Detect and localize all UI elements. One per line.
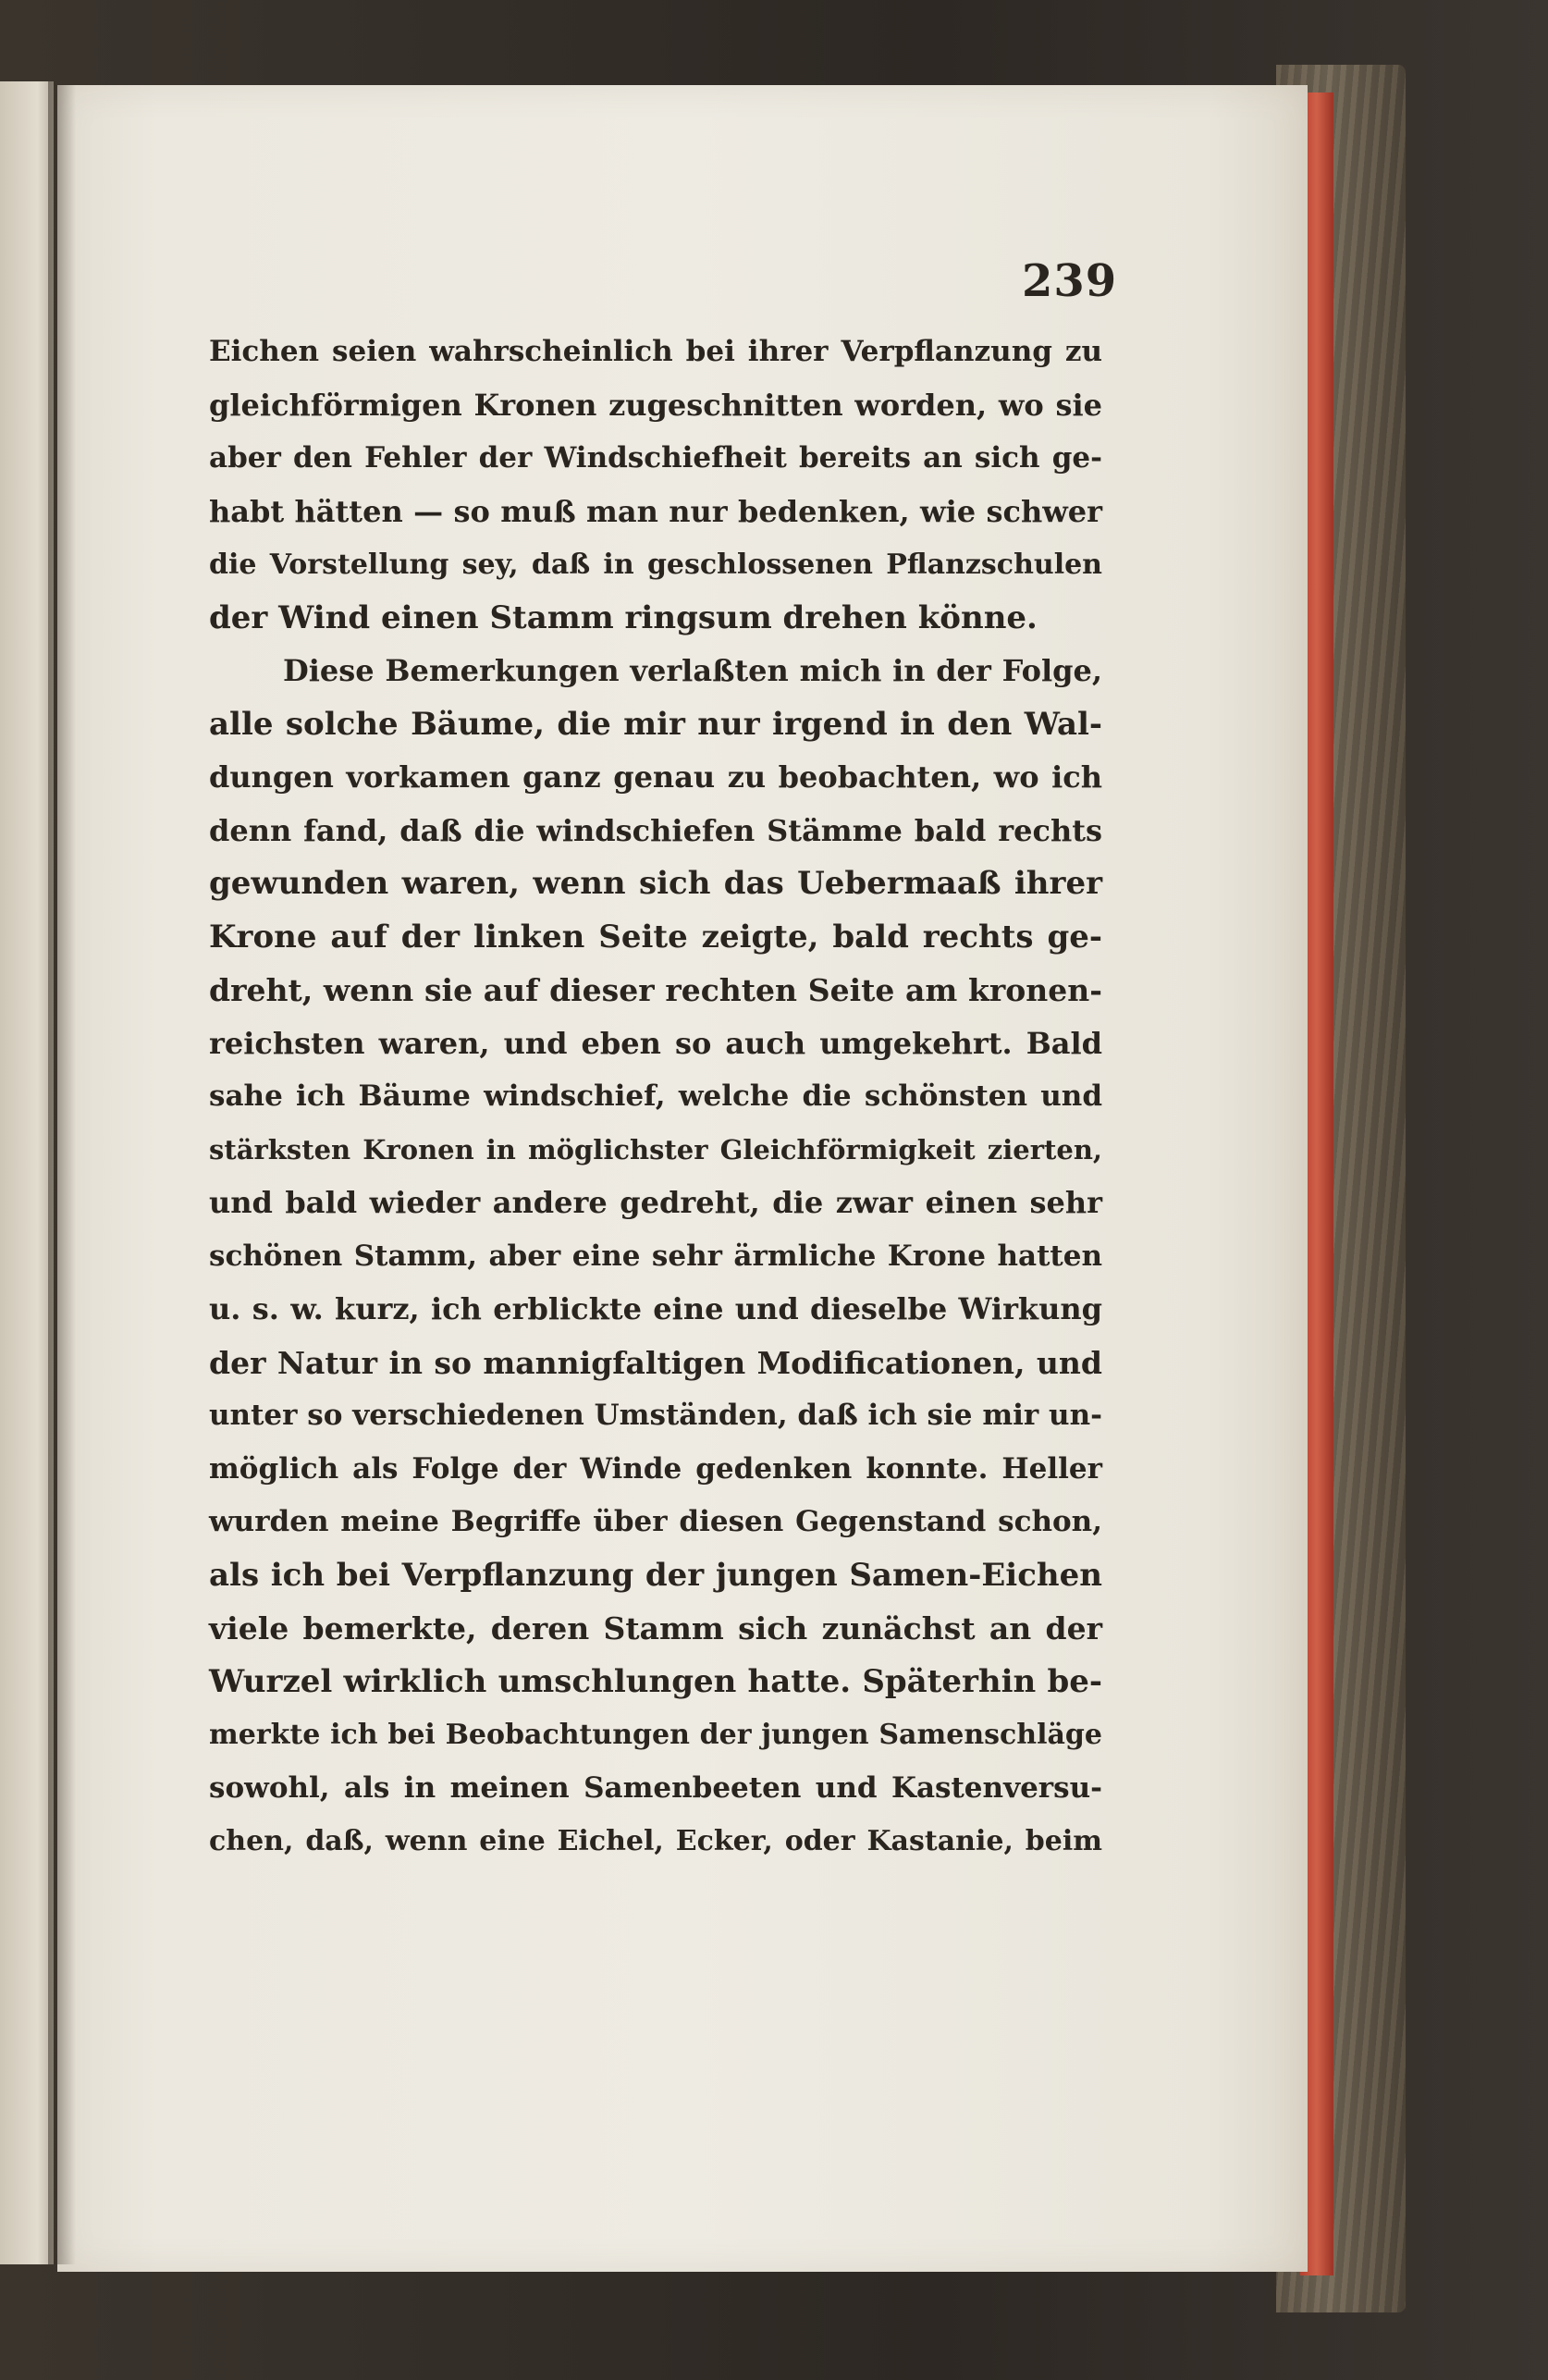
text-line: wurden meine Begriffe über diesen Gegenstand schon, [209, 1505, 1102, 1538]
text-line: unter so verschiedenen Umständen, daß ich sie mir un- [209, 1399, 1102, 1432]
text-line: alle solche Bäume, die mir nur irgend in den Wal- [209, 705, 1102, 743]
text-line: u. s. w. kurz, ich erblickte eine und dieselbe Wirkung [209, 1291, 1102, 1326]
text-line: denn fand, daß die windschiefen Stämme bald rechts [209, 812, 1102, 848]
text-line: sahe ich Bäume windschief, welche die schönsten und [209, 1079, 1102, 1113]
text-line: die Vorstellung sey, daß in geschlossenen Pflanzschulen [209, 549, 1102, 581]
text-line: der Natur in so mannigfaltigen Modificationen, und [209, 1344, 1102, 1381]
text-line: Wurzel wirklich umschlungen hatte. Späterhin be- [209, 1662, 1102, 1700]
text-line: gleichförmigen Kronen zugeschnitten worden, wo sie [209, 387, 1102, 423]
text-line: gewunden waren, wenn sich das Uebermaaß ihrer [209, 865, 1102, 902]
text-line: merkte ich bei Beobachtungen der jungen Samenschläge [209, 1719, 1102, 1751]
text-line: dungen vorkamen ganz genau zu beobachten, wo ich [209, 759, 1102, 795]
text-line: aber den Fehler der Windschiefheit bereits an sich ge- [209, 441, 1102, 475]
text-line: Diese Bemerkungen verlaßten mich in der Folge, [283, 653, 1102, 688]
text-line: und bald wieder andere gedreht, die zwar einen sehr [209, 1185, 1102, 1220]
gutter-shadow [48, 81, 76, 2264]
text-line: reichsten waren, und eben so auch umgekehrt. Bald [209, 1025, 1102, 1061]
text-line: schönen Stamm, aber eine sehr ärmliche Krone hatten [209, 1239, 1102, 1273]
text-line: sowohl, als in meinen Samenbeeten und Kastenversu- [209, 1770, 1102, 1805]
text-line: Krone auf der linken Seite zeigte, bald rechts ge- [209, 918, 1102, 956]
text-line: Eichen seien wahrscheinlich bei ihrer Verpflanzung zu [209, 335, 1102, 368]
text-line: als ich bei Verpflanzung der jungen Samen-Eichen [209, 1556, 1102, 1594]
text-line: chen, daß, wenn eine Eichel, Ecker, oder Kastanie, beim [209, 1825, 1102, 1857]
left-page-edge [0, 81, 54, 2264]
text-line: der Wind einen Stamm ringsum drehen könne. [209, 598, 1038, 636]
text-line: dreht, wenn sie auf dieser rechten Seite am kronen- [209, 972, 1102, 1008]
text-line: möglich als Folge der Winde gedenken konnte. Heller [209, 1451, 1102, 1486]
text-line: stärksten Kronen in möglichster Gleichförmigkeit zierten, [209, 1133, 1102, 1165]
page-number: 239 [1022, 255, 1118, 307]
text-line: habt hätten — so muß man nur bedenken, wie schwer [209, 493, 1102, 529]
text-line: viele bemerkte, deren Stamm sich zunächst an der [209, 1610, 1102, 1646]
